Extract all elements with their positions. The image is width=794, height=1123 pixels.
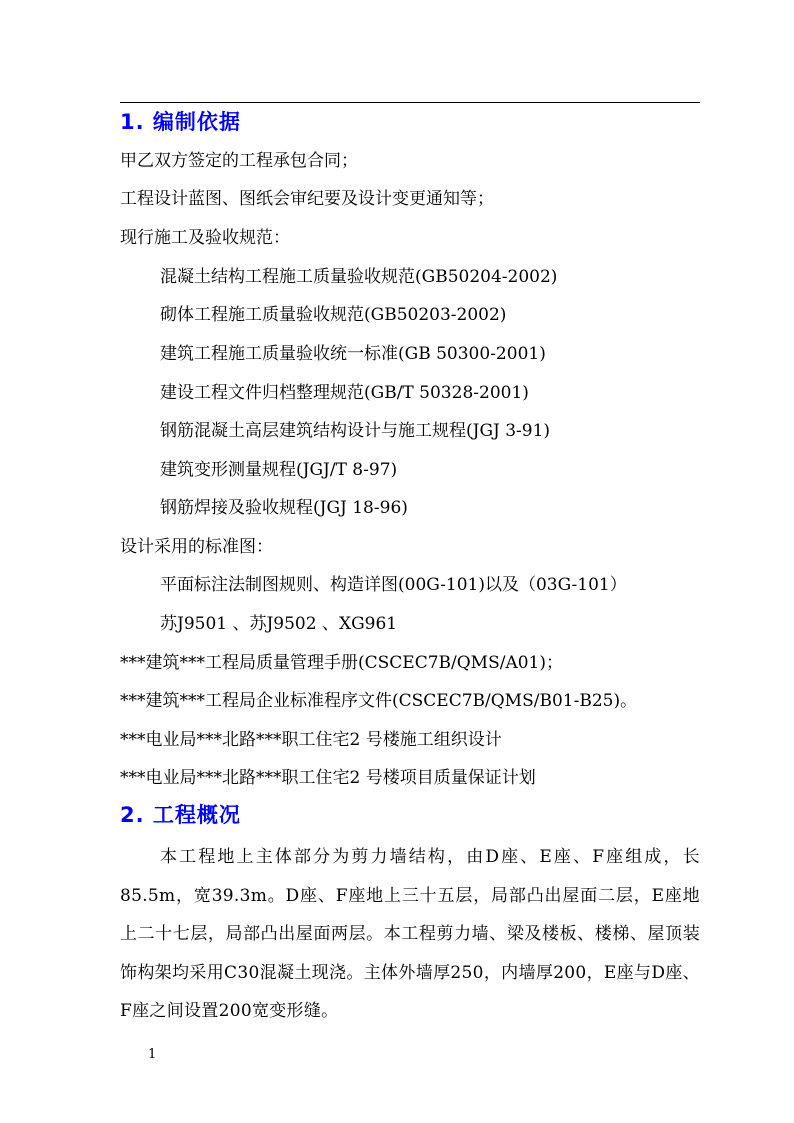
basis-item-specs-label: 现行施工及验收规范： [120, 228, 290, 248]
spec-item: 建筑变形测量规程(JGJ/T 8-97) [160, 460, 398, 480]
spec-item: 建筑工程施工质量验收统一标准(GB 50300-2001) [160, 344, 546, 364]
reference-doc: ***建筑***工程局企业标准程序文件(CSCEC7B/QMS/B01-B25)。 [120, 691, 638, 711]
section-2-heading: 2. 工程概况 [120, 803, 241, 827]
reference-doc: ***电业局***北路***职工住宅2 号楼施工组织设计 [120, 730, 502, 750]
standard-drawings-label: 设计采用的标准图： [120, 537, 273, 557]
page-number: 1 [148, 1047, 157, 1062]
standard-drawing-item: 平面标注法制图规则、构造详图(00G-101)以及（03G-101） [160, 575, 627, 595]
spec-item: 砌体工程施工质量验收规范(GB50203-2002) [160, 305, 507, 325]
basis-item-contract: 甲乙双方签定的工程承包合同； [120, 151, 358, 171]
spec-item: 钢筋焊接及验收规程(JGJ 18-96) [160, 498, 408, 518]
spec-item: 混凝土结构工程施工质量验收规范(GB50204-2002) [160, 267, 558, 287]
reference-doc: ***电业局***北路***职工住宅2 号楼项目质量保证计划 [120, 768, 536, 788]
standard-drawing-item: 苏J9501 、苏J9502 、XG961 [160, 614, 398, 634]
spec-item: 建设工程文件归档整理规范(GB/T 50328-2001) [160, 383, 529, 403]
spec-item: 钢筋混凝土高层建筑结构设计与施工规程(JGJ 3-91) [160, 421, 551, 441]
header-rule [120, 102, 700, 103]
section-1-heading: 1. 编制依据 [120, 110, 241, 134]
reference-doc: ***建筑***工程局质量管理手册(CSCEC7B/QMS/A01)； [120, 653, 564, 673]
basis-item-drawings: 工程设计蓝图、图纸会审纪要及设计变更通知等； [120, 189, 494, 209]
project-overview-paragraph: 本工程地上主体部分为剪力墙结构，由D座、E座、F座组成，长85.5m，宽39.3m。D座、F座地上三十五层，局部凸出屋面二层，E座地上二十七层，局部凸出屋面两层。本工程剪力墙、梁及楼板、楼梯、屋顶装饰构架均采用C30混凝土现浇。主体外墙厚250，内墙厚200，E座与D座、F座之间设置200宽变形缝。 [120, 847, 700, 1021]
